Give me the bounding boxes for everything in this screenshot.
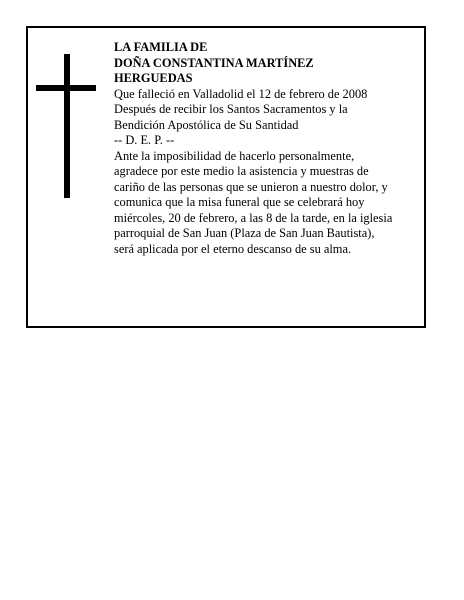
body-line: parroquial de San Juan (Plaza de San Juan Bautista), bbox=[114, 226, 375, 240]
body-line: cariño de las personas que se unieron a nuestro dolor, y bbox=[114, 179, 388, 194]
body-line: miércoles, 20 de febrero, a las 8 de la tarde, en la iglesia bbox=[114, 210, 393, 225]
cross-horizontal-bar bbox=[36, 85, 96, 91]
rip-line: -- D. E. P. -- bbox=[114, 133, 175, 147]
heading-line-surname: HERGUEDAS bbox=[114, 71, 193, 85]
obituary-notice bbox=[26, 26, 426, 328]
heading-line-name: DOÑA CONSTANTINA MARTÍNEZ bbox=[114, 55, 314, 70]
body-line: agradece por este medio la asistencia y muestras de bbox=[114, 164, 369, 178]
thanks-paragraph bbox=[114, 149, 414, 258]
body-line: será aplicada por el eterno descanso de su alma. bbox=[114, 241, 352, 256]
cross-vertical-bar bbox=[64, 54, 70, 198]
notice-text bbox=[114, 40, 414, 257]
body-line: Ante la imposibilidad de hacerlo personalmente, bbox=[114, 148, 355, 163]
blessing-line: Bendición Apostólica de Su Santidad bbox=[114, 117, 299, 132]
cross-icon bbox=[36, 54, 96, 198]
heading-line-family: LA FAMILIA DE bbox=[114, 40, 208, 54]
death-date-line: Que falleció en Valladolid el 12 de febrero de 2008 bbox=[114, 86, 368, 101]
sacraments-line: Después de recibir los Santos Sacramentos y la bbox=[114, 102, 348, 116]
body-line: comunica que la misa funeral que se celebrará hoy bbox=[114, 195, 365, 209]
